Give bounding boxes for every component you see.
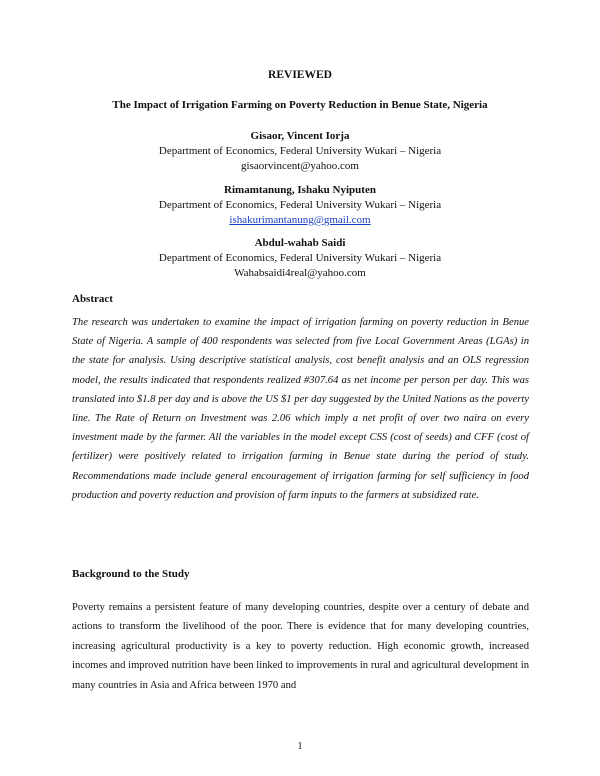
review-status: REVIEWED [268,69,332,81]
author-affiliation: Department of Economics, Federal University Wukari – Nigeria [158,252,442,264]
author-name: Rimamtanung, Ishaku Nyiputen [224,184,376,196]
page-number: 1 [297,741,303,752]
author-name: Abdul-wahab Saidi [254,237,346,249]
author-affiliation: Department of Economics, Federal University Wukari – Nigeria [158,199,442,211]
author-block-3 [0,236,600,281]
author-block-2 [0,183,600,228]
background-text: Poverty remains a persistent feature of many developing countries, despite over a century of debate and actions to transform the livelihood of the poor. There is evidence that for many developing countries, increasing agricultural productivity is a key to poverty reduction. High economic growth, increased incomes and improved nutrition have been linked to improvements in rural and agricultural development in many countries in Asia and Africa between 1970 and [72,602,529,691]
background-heading: Background to the Study [72,568,190,580]
author-email-link[interactable]: ishakurimantanung@gmail.com [229,214,371,226]
abstract-heading: Abstract [72,293,113,305]
author-affiliation: Department of Economics, Federal University Wukari – Nigeria [158,145,442,157]
author-email: gisaorvincent@yahoo.com [241,160,359,172]
author-email: Wahabsaidi4real@yahoo.com [234,267,366,279]
abstract-text: The research was undertaken to examine the impact of irrigation farming on poverty reduction in Benue State of Nigeria. A sample of 400 respondents was selected from five Local Government Areas (LGAs) in the state for analysis. Using descriptive statistical analysis, cost benefit analysis and an OLS regression model, the results indicated that respondents realized #307.64 as net income per person per day. This was translated into $1.8 per day and is above the US $1 per day suggested by the United Nations as the poverty line. The Rate of Return on Investment was 2.06 which imply a net profit of over two naira on every investment made by the farmer. All the variables in the model except CSS (cost of seeds) and CFF (cost of fertilizer) were positively related to irrigation farming in Benue state during the period of study. Recommendations made include general encouragement of irrigation farming for self sufficiency in food production and poverty reduction and provision of farm inputs to the farmers at subsidized rate. [72,317,529,501]
author-name: Gisaor, Vincent Iorja [250,130,350,142]
author-block-1 [0,129,600,174]
paper-title: The Impact of Irrigation Farming on Poverty Reduction in Benue State, Nigeria [112,99,488,111]
